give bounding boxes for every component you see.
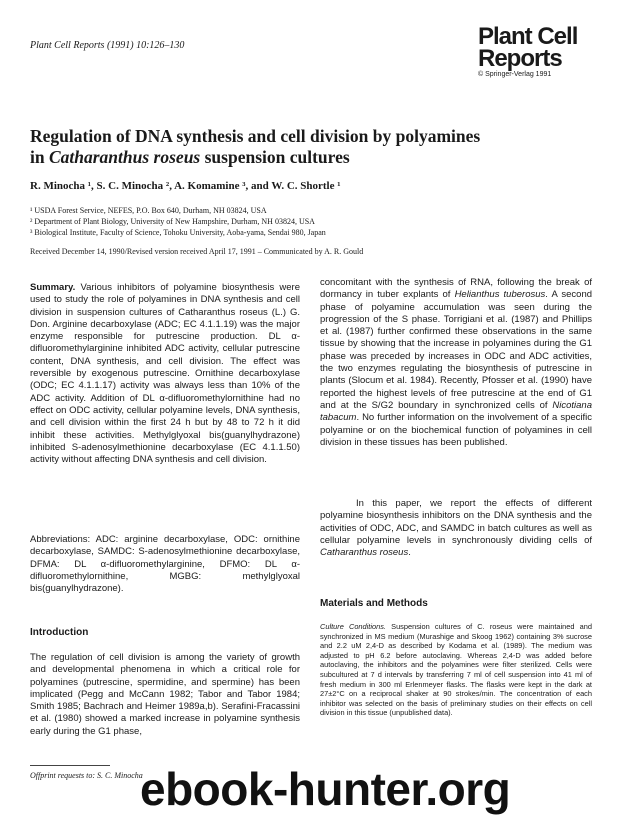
received-dates: Received December 14, 1990/Revised version received April 17, 1991 – Communicated by A. R. Gould bbox=[30, 247, 364, 256]
title-species: Catharanthus roseus bbox=[48, 147, 201, 167]
affiliation-1: ¹ USDA Forest Service, NEFES, P.O. Box 640, Durham, NH 03824, USA bbox=[30, 206, 267, 215]
title-line-1: Regulation of DNA synthesis and cell division by polyamines bbox=[30, 126, 481, 146]
para2-text-b: . bbox=[408, 547, 411, 559]
introduction-heading: Introduction bbox=[30, 627, 89, 638]
right-paragraph-2 bbox=[320, 498, 592, 559]
methods-body: Suspension cultures of C. roseus were maintained and synchronized in MS medium (Murashige and Skoog 1962) containing 3% sucrose and 2.2 uM 2,4-D as described by Kodama et al. (1989). The medium was adjusted to pH 6.2 before autoclaving. Whereas 2,4-D was added before autoclaving, the inhibitors and the polyamines were filter sterilized. Cells were subcultured at 7 d intervals by transferring 7 ml of cell suspension into 41 ml of fresh medium in 300 ml Erlenmeyer flasks. The flasks were kept in the dark at 27±2°C on a reciprocal shaker at 90 strokes/min. The concentration of each inhibitor was selected on the basis of preliminary studies on their effects on cell division in this tissue (unpublished data). bbox=[320, 622, 593, 718]
summary-text: Various inhibitors of polyamine biosynthesis were used to study the role of polyamines in DNA synthesis and cell division in suspension cultures of Catharanthus roseus (L.) G. Don. Arginine decarboxylase (ADC; EC 4.1.1.19) was the major enzyme responsible for putrescine production. DL α-difluoromethylarginine inhibited ADC activity, cellular putrescine content, DNA synthesis, and cell division. The effect was reversible by exogenous putrescine. Ornithine decarboxylase (ODC; EC 4.1.1.17) activity was always less than 10% of the ADC activity. Addition of DL α-difluoromethylornithine had no effect on ODC activity, cellular polyamine levels, DNA synthesis, and cell division within the first 24 h but by 48 to 72 h it did inhibit these activities. Methylglyoxal bis(guanylhydrazone) inhibited S-adenosylmethionine decarboxylase (EC 4.1.1.50) activity without affecting DNA synthesis and cell division. bbox=[30, 282, 301, 466]
title-tail: suspension cultures bbox=[204, 147, 350, 167]
watermark: ebook-hunter.org bbox=[140, 763, 511, 815]
para2-text-a: In this paper, we report the effects of different polyamine biosynthesis inhibitors on the DNA synthesis and the activities of ODC, ADC, and SAMDC in batch cultures as well as cellular polyamine levels in synchronously dividing cells of bbox=[320, 498, 592, 546]
para1-text-a: concomitant with the synthesis of RNA, following the break of dormancy in tuber explants of bbox=[320, 277, 592, 301]
article-title bbox=[30, 126, 590, 168]
para1-species: Helianthus tuberosus bbox=[454, 289, 546, 301]
logo-line-1: Plant Cell bbox=[478, 23, 578, 50]
abbreviations: Abbreviations: ADC: arginine decarboxylase, ODC: ornithine decarboxylase, SAMDC: S-adenosylmethionine decarboxylase, DFMA: DL α-difluoromethylarginine, DFMO: DL α-difluoromethylornithine, MGBG: methylglyoxal bis(guanylhydrazone). bbox=[30, 534, 300, 595]
methods-heading: Materials and Methods bbox=[320, 598, 428, 609]
journal-citation: Plant Cell Reports (1991) 10:126–130 bbox=[30, 40, 185, 51]
authors: R. Minocha ¹, S. C. Minocha ², A. Komamine ³, and W. C. Shortle ¹ bbox=[30, 180, 341, 192]
title-in: in bbox=[30, 147, 45, 167]
right-paragraph-1 bbox=[320, 277, 592, 449]
summary-heading: Summary. bbox=[30, 282, 76, 293]
logo-line-2: Reports bbox=[478, 45, 562, 72]
para1-species-2: Nicotiana tabacum bbox=[320, 399, 592, 424]
methods-subheading: Culture Conditions. bbox=[320, 622, 386, 631]
introduction-text: The regulation of cell division is among the variety of growth and developmental phenomena in which a critical role for polyamines (putrescine, spermidine, and spermine) has been implicated (Pegg and McCann 1982; Tabor and Tabor 1984; Smith 1985; Bachrach and Heimer 1989a,b). Serafini-Fracassini et al. (1980) showed a marked increase in polyamine synthesis early during the G1 phase, bbox=[30, 652, 300, 737]
offprint-requests: Offprint requests to: S. C. Minocha bbox=[30, 771, 143, 780]
methods-text bbox=[320, 622, 592, 718]
journal-logo bbox=[478, 23, 598, 80]
publisher-copyright: © Springer-Verlag 1991 bbox=[478, 71, 552, 78]
para2-species: Catharanthus roseus bbox=[320, 547, 409, 559]
summary bbox=[30, 282, 300, 466]
affiliations bbox=[30, 205, 590, 238]
affiliation-3: ³ Biological Institute, Faculty of Science, Tohoku University, Aoba-yama, Sendai 980, Japan bbox=[30, 228, 326, 237]
footnote-divider bbox=[30, 765, 110, 766]
para1-text-b: . A second phase of polyamine accumulation was seen during the progression of the S phase. Torrigiani et al. (1987) and Phillips et al. (1987) further confirmed these observations in the same tissue by showing that the increase in polyamines during the G1 phase was preceded by increases in ODC and ADC activities, the two enzymes regulating the biosynthesis of putrescine in plants (Slocum et al. 1984). Recently, Pfosser et al. (1990) have reported the highest levels of free putrescine at the end of G1 and at the S/G2 boundary in synchronized cells of bbox=[320, 289, 593, 411]
affiliation-2: ² Department of Plant Biology, University of New Hampshire, Durham, NH 03824, USA bbox=[30, 217, 315, 226]
para1-text-c: . No further information on the involvement of a specific polyamine or on the biochemical function of polyamines in cell division in these tissues has been published. bbox=[320, 412, 592, 448]
